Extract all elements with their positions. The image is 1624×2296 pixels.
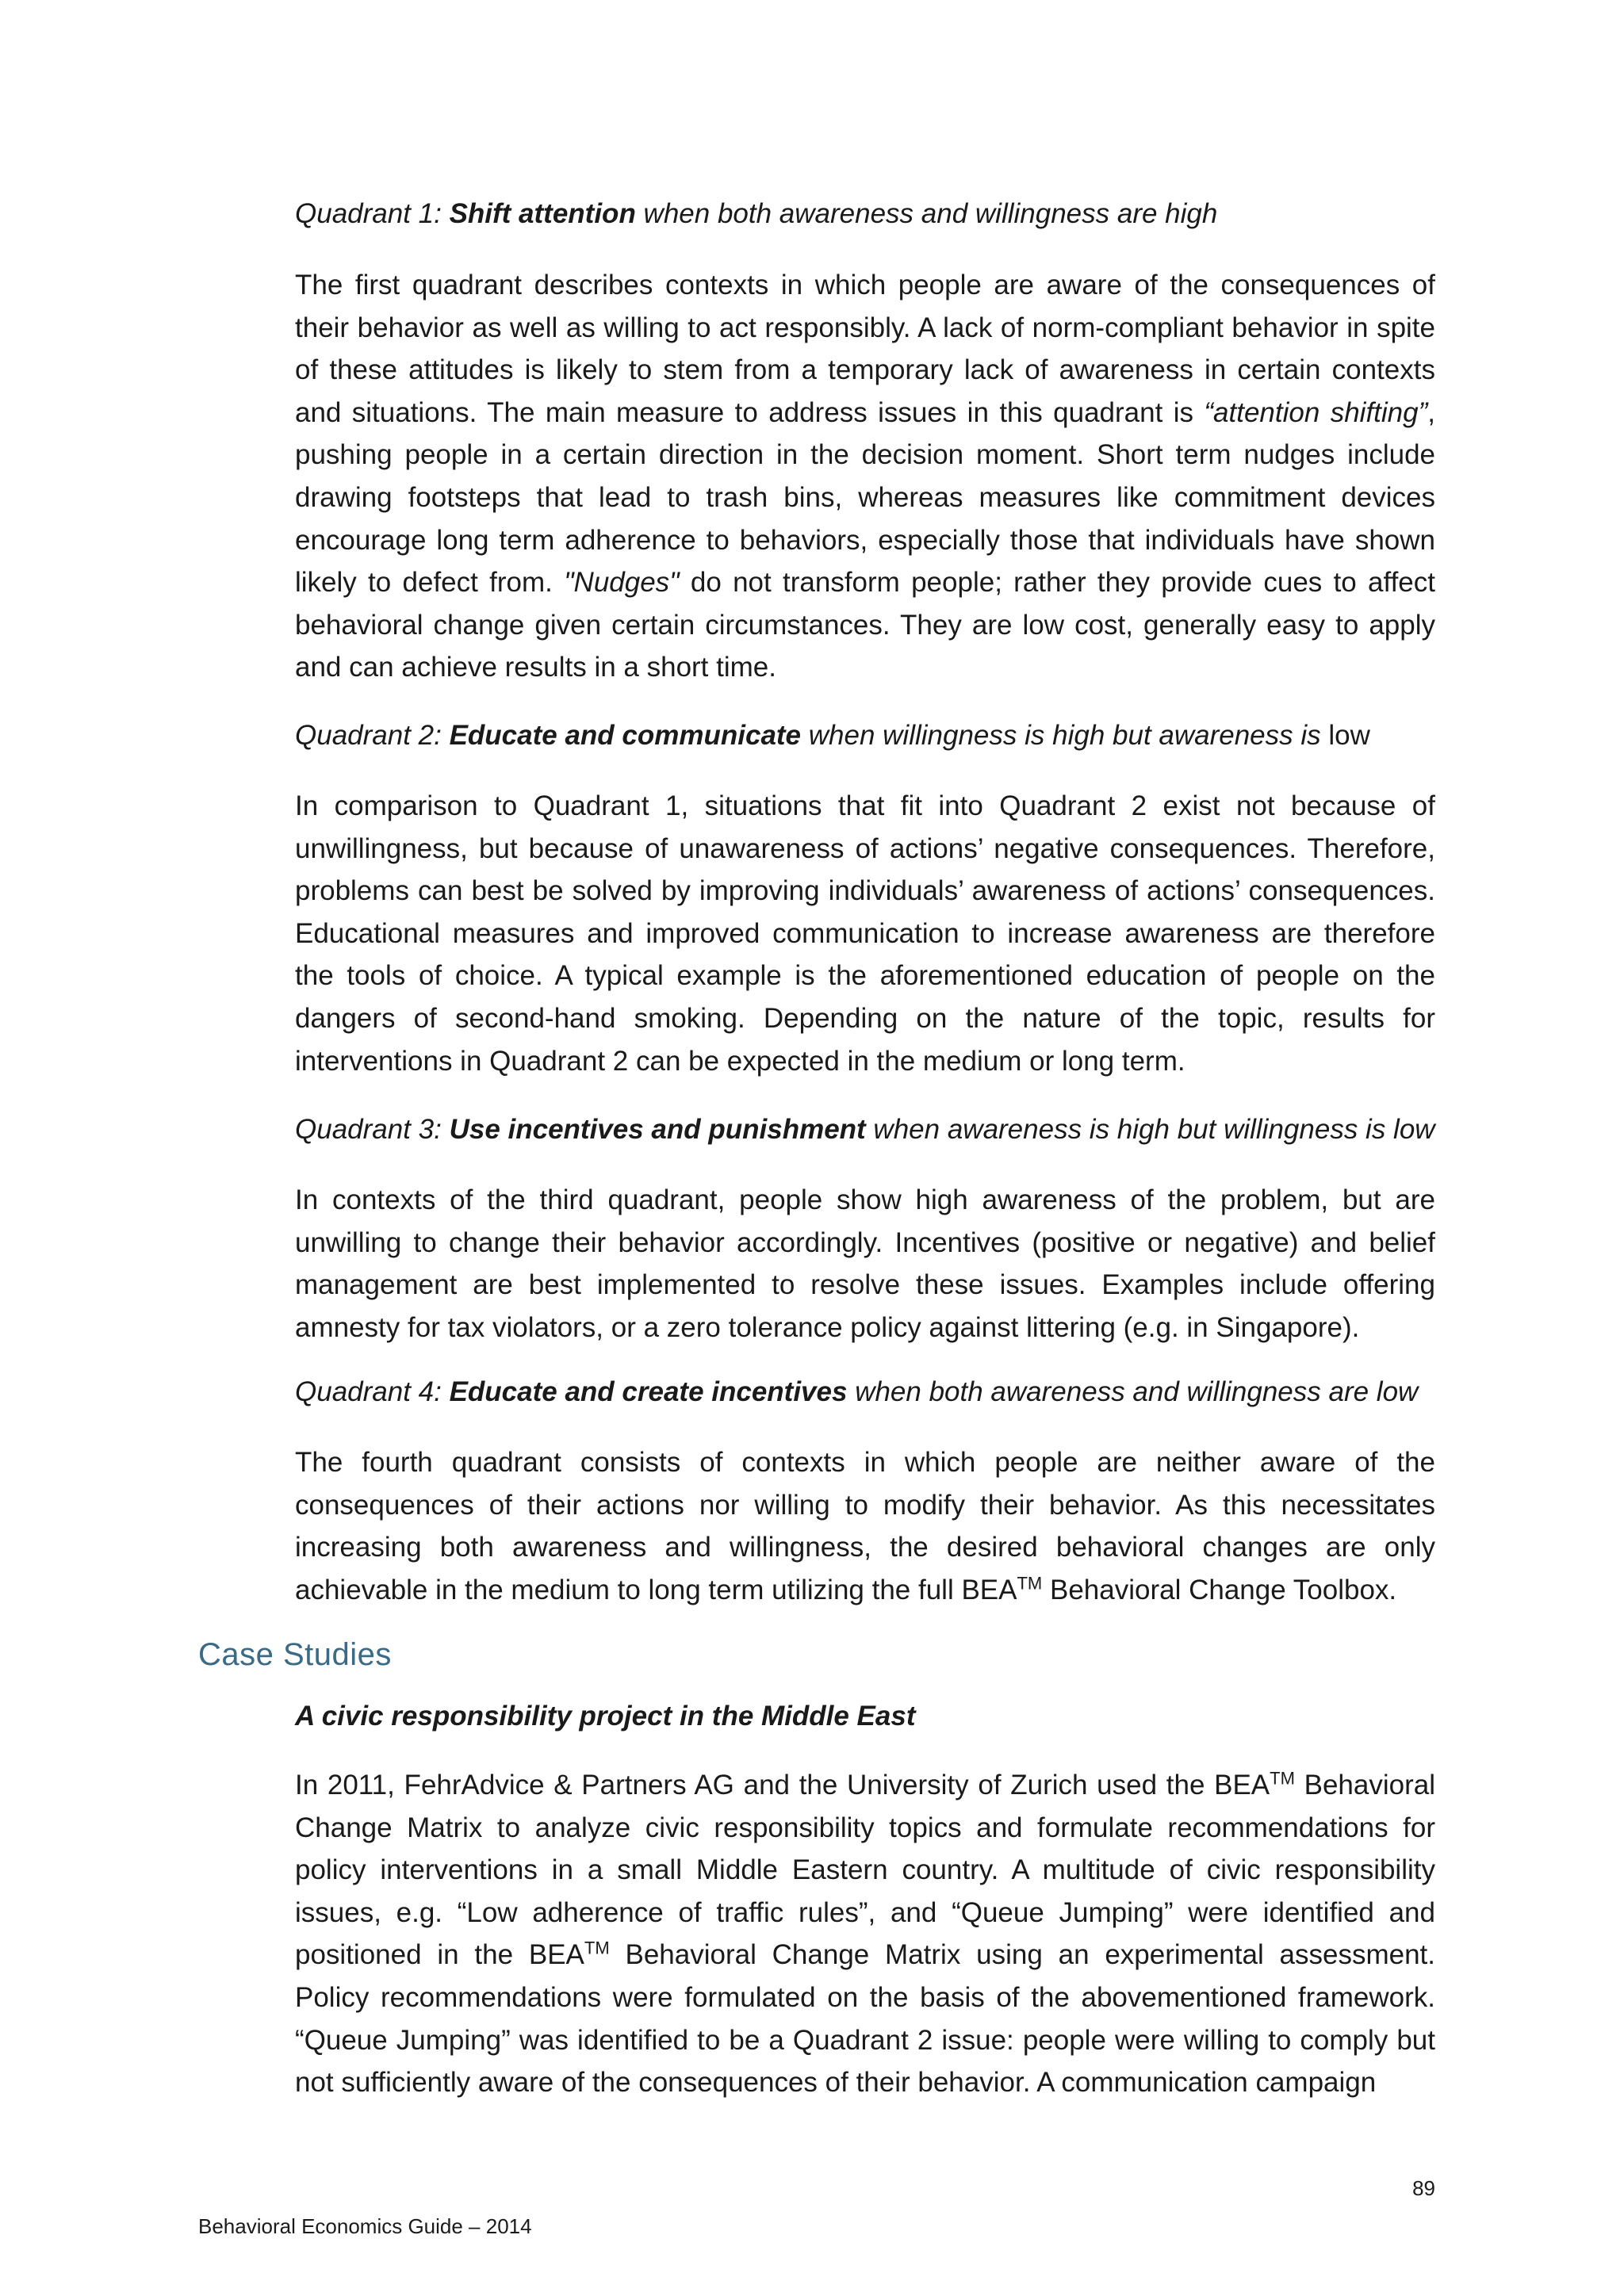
quadrant-1-prefix: Quadrant 1: [295,198,450,229]
quadrant-2-condition: when willingness is high but awareness is [801,720,1329,751]
paragraph-text: The fourth quadrant consists of contexts in which people are neither aware of the consequences of their actions nor willing to modify their behavior. As this necessitates increasing both awareness and willingness, the desired behavioral changes are only achievable in the medium to long term utilizing the full BEA [295,1447,1435,1605]
case-study-paragraph [295,1764,1435,2104]
quadrant-3-action: Use incentives and punishment [449,1114,866,1145]
quadrant-1-paragraph [295,264,1435,689]
paragraph-text: do not transform people; rather they provide cues to affect behavioral change given certain circumstances. They are low cost, generally easy to apply and can achieve results in a short time. [295,567,1435,683]
paragraph-text: Behavioral Change Toolbox. [1042,1574,1397,1605]
paragraph-text: In 2011, FehrAdvice & Partners AG and the University of Zurich used the BEA [295,1770,1270,1800]
quadrant-2-heading [295,720,1435,752]
trademark-superscript: TM [1270,1768,1295,1789]
quadrant-2-paragraph: In comparison to Quadrant 1, situations that fit into Quadrant 2 exist not because of unwillingness, but because of unawareness of actions’ negative consequences. Therefore, problems can best be solved by improving individuals’ awareness of actions’ consequences. Educational measures and improved communication to increase awareness are therefore the tools of choice. A typical example is the aforementioned education of people on the dangers of second-hand smoking. Depending on the nature of the topic, results for interventions in Quadrant 2 can be expected in the medium or long term. [295,790,1435,1077]
quadrant-1-action: Shift attention [449,198,636,229]
quadrant-3-prefix: Quadrant 3: [295,1114,450,1145]
quadrant-4-condition: when both awareness and willingness are low [847,1376,1419,1407]
quadrant-2-action: Educate and communicate [449,720,802,751]
quadrant-3-heading [295,1114,1435,1146]
quadrant-1-heading [295,198,1435,230]
quadrant-1-condition: when both awareness and willingness are high [635,198,1218,229]
quadrant-3-condition: when awareness is high but willingness is low [865,1114,1435,1145]
trademark-superscript: TM [584,1938,610,1958]
paragraph-text: , pushing people in a certain direction in the decision moment. Short term nudges include drawing footsteps that lead to trash bins, whereas measures like commitment devices encourage long term adherence to behaviors, especially those that individuals have shown likely to defect from. [295,396,1435,599]
case-study-title: A civic responsibility project in the Middle East [295,1701,916,1732]
paragraph-text: Behavioral Change Matrix to analyze civic responsibility topics and formulate recommendations for policy interventions in a small Middle Eastern country. A multitude of civic responsibility issues, e.g. “Low adherence of traffic rules”, and “Queue Jumping” were identified and positioned in the BEA [295,1770,1435,1971]
quadrant-2-prefix: Quadrant 2: [295,720,450,751]
paragraph-text: The first quadrant describes contexts in which people are aware of the consequences of their behavior as well as willing to act responsibly. A lack of norm-compliant behavior in spite of these attitudes is likely to stem from a temporary lack of awareness in certain contexts and situations. The main measure to address issues in this quadrant is [295,270,1435,428]
trademark-superscript: TM [1017,1573,1043,1594]
quadrant-4-heading [295,1376,1435,1408]
case-studies-heading: Case Studies [198,1637,392,1672]
page-number: 89 [1412,2176,1435,2200]
paragraph-text: Behavioral Change Matrix using an experimental assessment. Policy recommendations were formulated on the basis of the abovementioned framework. “Queue Jumping” was identified to be a Quadrant 2 issue: people were willing to comply but not sufficiently aware of the consequences of their behavior. A communication campaign [295,1939,1435,2099]
quadrant-4-paragraph [295,1441,1435,1611]
quadrant-4-action: Educate and create incentives [449,1376,848,1407]
paragraph-emphasis: "Nudges" [564,567,680,599]
quadrant-4-prefix: Quadrant 4: [295,1376,450,1407]
paragraph-emphasis: “attention shifting” [1204,396,1428,428]
footer-text: Behavioral Economics Guide – 2014 [198,2214,532,2238]
quadrant-3-paragraph: In contexts of the third quadrant, people show high awareness of the problem, but are unwilling to change their behavior accordingly. Incentives (positive or negative) and belief management are best implemented to resolve these issues. Examples include offering amnesty for tax violators, or a zero tolerance policy against littering (e.g. in Singapore). [295,1184,1435,1343]
quadrant-2-condition-tail: low [1328,720,1370,751]
